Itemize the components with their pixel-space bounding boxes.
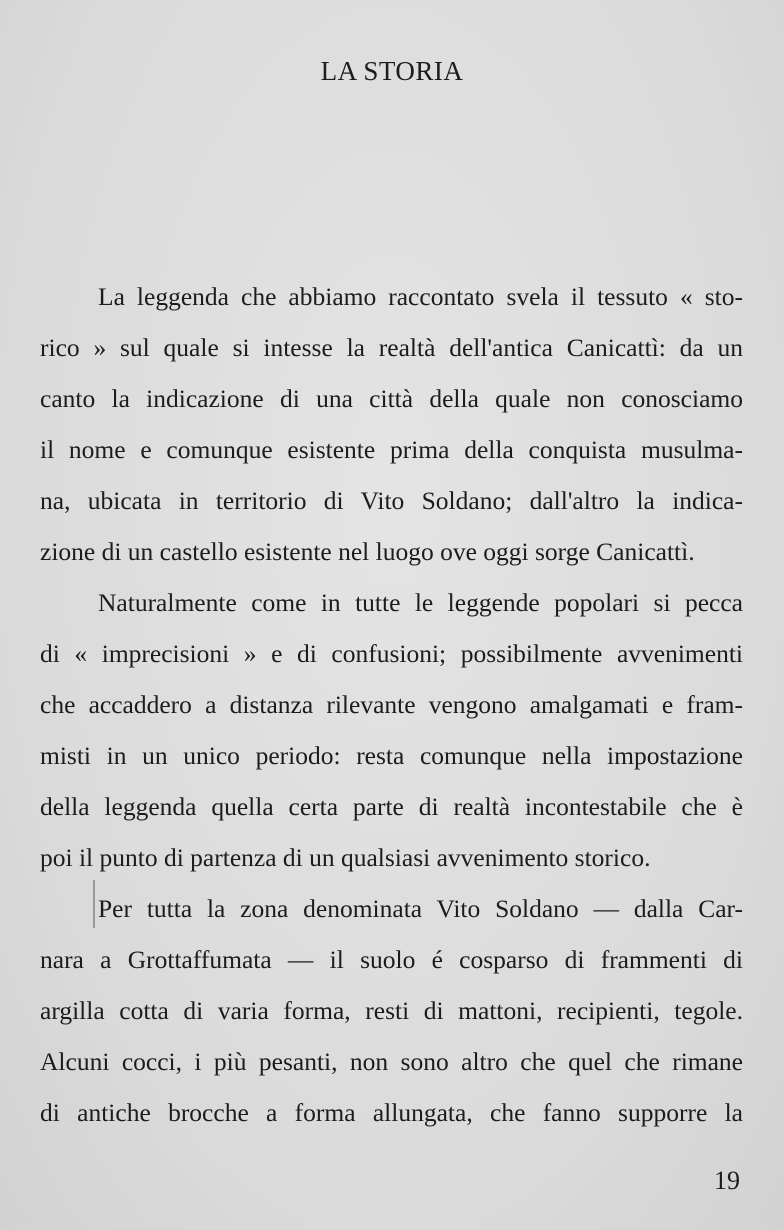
running-head: LA STORIA — [320, 56, 464, 86]
paragraph-3-line-3: argilla cotta di varia forma, resti di mattoni, recipienti, tegole. — [40, 996, 743, 1025]
paragraph-3-line-1: Per tutta la zona denominata Vito Soldano — dalla Car- — [98, 894, 743, 923]
paragraph-2-line-2: di « imprecisioni » e di confusioni; possibilmente avvenimenti — [40, 639, 743, 668]
margin-mark — [93, 880, 95, 928]
paragraph-3-line-4: Alcuni cocci, i più pesanti, non sono altro che quel che rimane — [40, 1047, 743, 1076]
paragraph-1-line-2: rico » sul quale si intesse la realtà dell'antica Canicattì: da un — [40, 333, 743, 362]
paragraph-2-line-4: misti in un unico periodo: resta comunque nella impostazione — [40, 741, 743, 770]
paragraph-1-line-1: La leggenda che abbiamo raccontato svela il tessuto « sto- — [98, 282, 743, 311]
paragraph-2-line-6: poi il punto di partenza di un qualsiasi avvenimento storico. — [40, 843, 651, 872]
paragraph-1-line-3: canto la indicazione di una città della quale non conosciamo — [40, 384, 743, 413]
paragraph-2-line-5: della leggenda quella certa parte di realtà incontestabile che è — [40, 792, 743, 821]
paragraph-1-line-4: il nome e comunque esistente prima della conquista musulma- — [40, 435, 743, 464]
paragraph-1-line-5: na, ubicata in territorio di Vito Soldano; dall'altro la indica- — [40, 486, 743, 515]
body-text — [40, 271, 743, 1138]
paragraph-3-line-2: nara a Grottaffumata — il suolo é cosparso di frammenti di — [40, 945, 743, 974]
paragraph-2-line-3: che accaddero a distanza rilevante vengono amalgamati e fram- — [40, 690, 743, 719]
paragraph-3-line-5: di antiche brocche a forma allungata, che fanno supporre la — [40, 1098, 743, 1127]
paragraph-2-line-1: Naturalmente come in tutte le leggende popolari si pecca — [98, 588, 743, 617]
page-number: 19 — [714, 1166, 740, 1195]
paragraph-1-line-6: zione di un castello esistente nel luogo ove oggi sorge Canicattì. — [40, 537, 695, 566]
